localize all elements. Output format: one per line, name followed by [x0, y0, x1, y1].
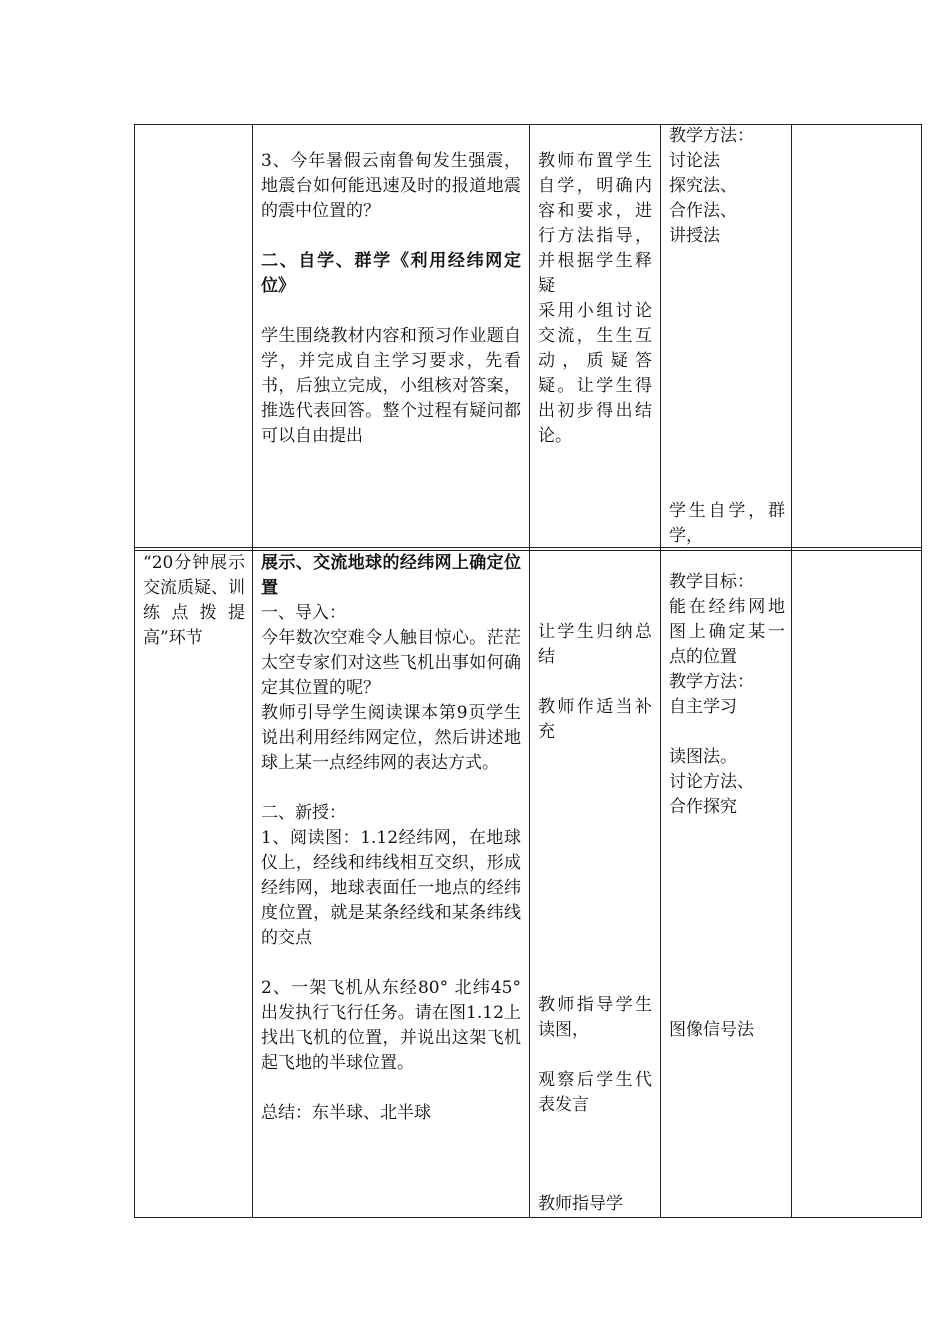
- method-item: 合作法、: [669, 201, 737, 221]
- guide-paragraph: 教师引导学生阅读课本第9页学生说出利用经纬网定位，然后讲述地球上某一点经纬网的表达方式。: [261, 703, 521, 773]
- method-item: 合作探究: [669, 797, 737, 817]
- row2-method-cell: [669, 570, 785, 820]
- teacher-activity: 教师指导学: [538, 1194, 623, 1214]
- teacher-activity: 采用小组讨论交流，生生互动，质疑答疑。让学生得出初步得出结论。: [538, 301, 652, 446]
- method-item: 探究法、: [669, 176, 737, 196]
- row2-method-bottom: [669, 1018, 785, 1043]
- method-item: 图像信号法: [669, 1020, 754, 1040]
- goal-label: 教学目标：: [669, 572, 754, 592]
- teacher-activity: 观察后学生代表发言: [538, 1070, 652, 1115]
- col-divider: [791, 124, 792, 1218]
- row2-teacher-b: [538, 993, 652, 1118]
- method-item: 讨论方法、: [669, 772, 754, 792]
- self-study-paragraph: 学生围绕教材内容和预习作业题自学，并完成自主学习要求，先看书，后独立完成，小组核对答案，推选代表回答。整个过程有疑问都可以自由提出: [261, 326, 521, 446]
- row2-teacher-a: [538, 620, 652, 745]
- teacher-activity: 教师指导学生读图，: [538, 995, 652, 1040]
- new-lesson-title: 二、新授：: [261, 803, 346, 823]
- teacher-activity: 教师作适当补充: [538, 697, 652, 742]
- row1-content-cell: [261, 149, 521, 449]
- stage-label: “20分钟展示交流质疑、训练点拨提高”环节: [143, 553, 245, 648]
- col-divider: [529, 124, 530, 1218]
- section-heading: 展示、交流地球的经纬网上确定位置: [261, 553, 521, 598]
- method-note: 学生自学，群学，: [669, 501, 785, 546]
- intro-paragraph: 今年数次空难令人触目惊心。茫茫太空专家们对这些飞机出事如何确定其位置的呢？: [261, 628, 521, 698]
- method-item: 自主学习: [669, 697, 737, 717]
- method-item: 读图法。: [669, 747, 737, 767]
- lesson-plan-table: [134, 124, 922, 1218]
- item-2: 2、一架飞机从东经80° 北纬45° 出发执行飞行任务。请在图1.12上找出飞机的位置，并说出这架飞机起飞地的半球位置。: [261, 978, 521, 1073]
- method-item: 讲授法: [669, 226, 720, 246]
- row1-method-bottom: [669, 499, 785, 549]
- intro-title: 一、导入：: [261, 603, 346, 623]
- item-1: 1、阅读图：1.12经纬网，在地球仪上，经线和纬线相互交织，形成经纬网，地球表面任一地点的经纬度位置，就是某条经线和某条纬线的交点: [261, 828, 521, 948]
- row1-method-cell: [669, 124, 785, 249]
- row2-stage-cell: [143, 551, 245, 651]
- section-heading: 二、自学、群学《利用经纬网定位》: [261, 251, 521, 296]
- method-label: 教学方法：: [669, 126, 754, 146]
- table-border-right: [921, 124, 922, 1218]
- row2-teacher-c: [538, 1192, 652, 1217]
- method-item: 讨论法: [669, 151, 720, 171]
- method-label: 教学方法：: [669, 672, 754, 692]
- row2-content-cell: [261, 551, 521, 1126]
- question-3: 3、今年暑假云南鲁甸发生强震，地震台如何能迅速及时的报道地震的震中位置的？: [261, 151, 521, 221]
- teacher-activity: 教师布置学生自学，明确内容和要求，进行方法指导，并根据学生释疑: [538, 151, 652, 296]
- col-divider: [134, 124, 135, 1218]
- goal-text: 能在经纬网地图上确定某一点的位置: [669, 597, 785, 667]
- teacher-activity: 让学生归纳总结: [538, 622, 652, 667]
- col-divider: [252, 124, 253, 1218]
- col-divider: [660, 124, 661, 1218]
- row1-teacher-cell: [538, 149, 652, 449]
- summary: 总结：东半球、北半球: [261, 1103, 431, 1123]
